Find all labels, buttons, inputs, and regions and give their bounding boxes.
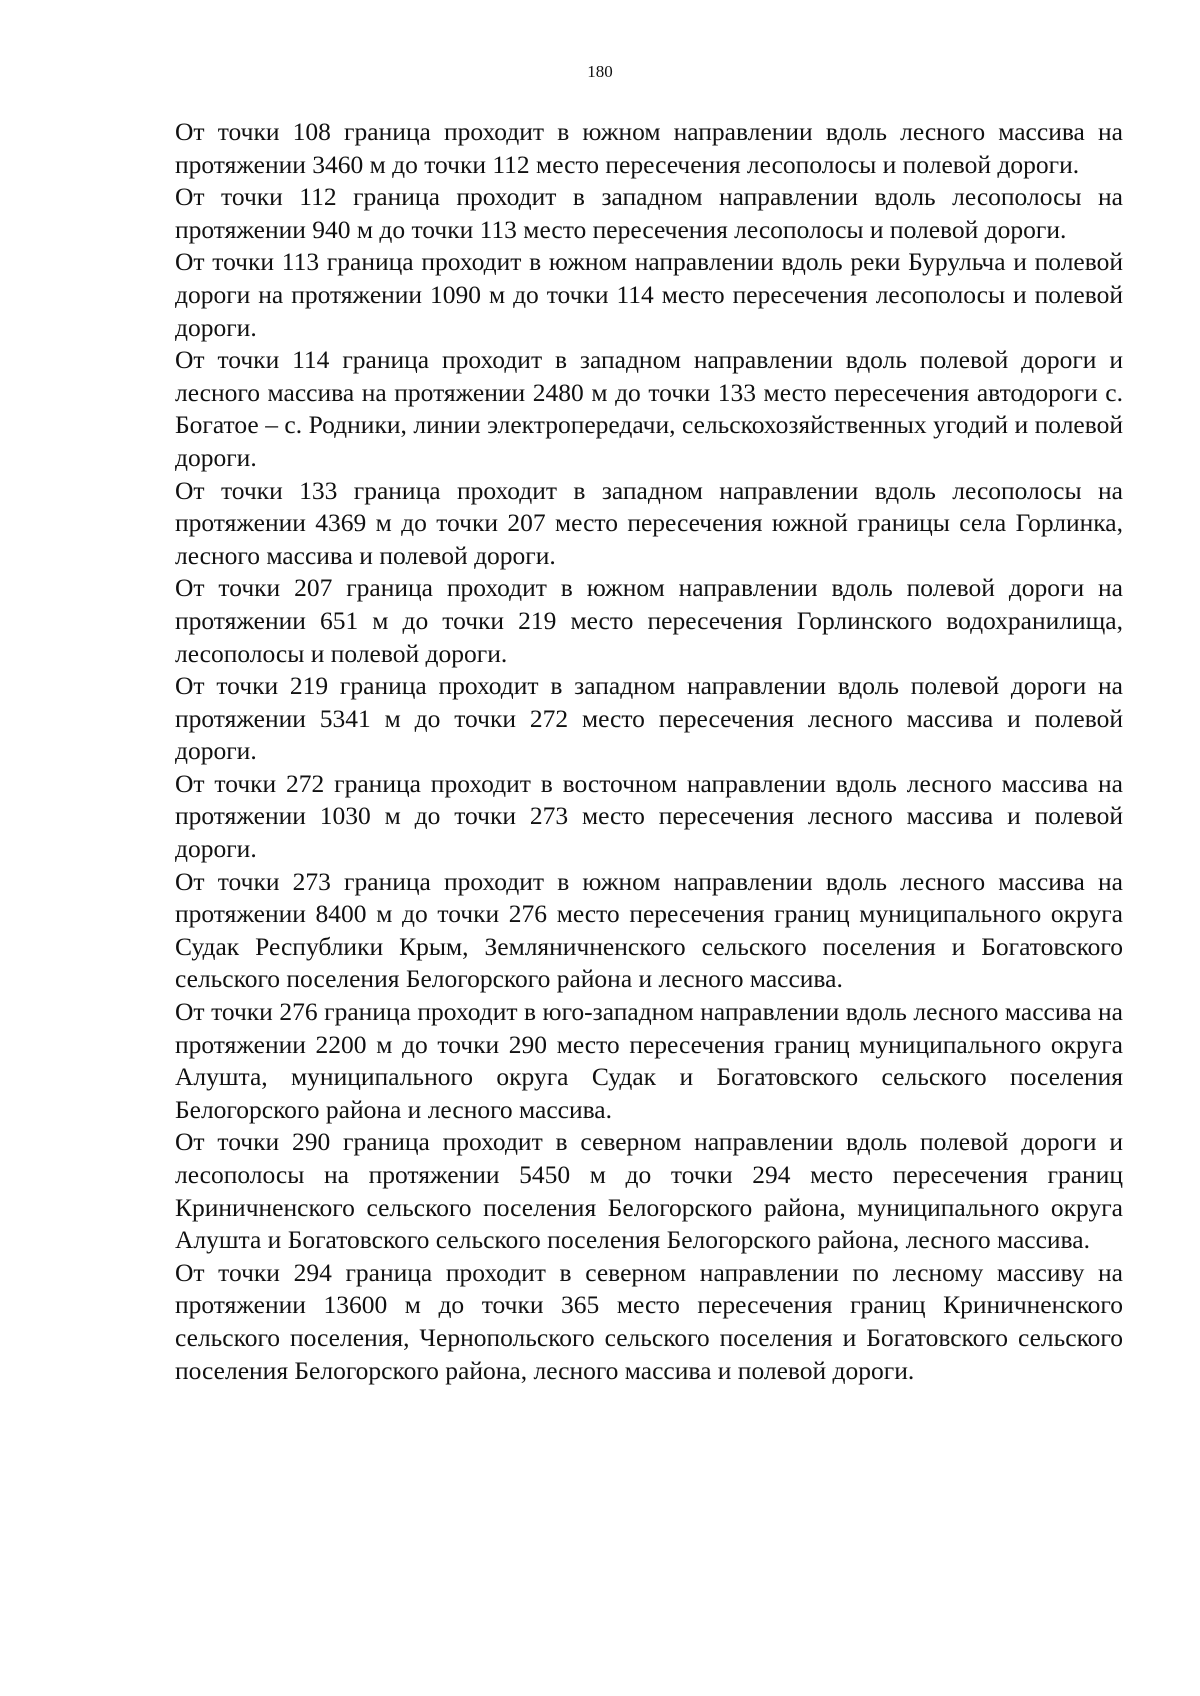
boundary-paragraph: От точки 272 граница проходит в восточном направлении вдоль лесного массива на протяжении 1030 м до точки 273 место пересечения лесного массива и полевой дороги. <box>175 768 1123 864</box>
page-number: 180 <box>587 62 613 81</box>
boundary-paragraph: От точки 219 граница проходит в западном направлении вдоль полевой дороги на протяжении 5341 м до точки 272 место пересечения лесного массива и полевой дороги. <box>175 671 1123 766</box>
boundary-paragraph: От точки 113 граница проходит в южном направлении вдоль реки Бурульча и полевой дороги на протяжении 1090 м до точки 114 место пересечения лесополосы и полевой дороги. <box>175 247 1123 342</box>
boundary-paragraph: От точки 112 граница проходит в западном направлении вдоль лесополосы на протяжении 940 м до точки 113 место пересечения лесополосы и полевой дороги. <box>175 182 1123 244</box>
boundary-paragraph: От точки 276 граница проходит в юго-западном направлении вдоль лесного массива на протяжении 2200 м до точки 290 место пересечения границ муниципального округа Алушта, муниципального округа Судак и Богатовского сельского поселения Белогорского района и лесного массива. <box>175 997 1123 1124</box>
boundary-paragraph: От точки 114 граница проходит в западном направлении вдоль полевой дороги и лесного массива на протяжении 2480 м до точки 133 место пересечения автодороги с. Богатое – с. Родники, линии электропередачи, сельскохозяйственных угодий и полевой дороги. <box>175 345 1123 472</box>
boundary-paragraph: От точки 108 граница проходит в южном направлении вдоль лесного массива на протяжении 3460 м до точки 112 место пересечения лесополосы и полевой дороги. <box>175 117 1123 179</box>
boundary-paragraph: От точки 273 граница проходит в южном направлении вдоль лесного массива на протяжении 8400 м до точки 276 место пересечения границ муниципального округа Судак Республики Крым, Земляничненского сельского поселения и Богатовского сельского поселения Белогорского района и лесного массива. <box>175 866 1123 994</box>
boundary-paragraph: От точки 207 граница проходит в южном направлении вдоль полевой дороги на протяжении 651 м до точки 219 место пересечения Горлинского водохранилища, лесополосы и полевой дороги. <box>175 573 1123 668</box>
boundary-paragraph: От точки 294 граница проходит в северном направлении по лесному массиву на протяжении 13600 м до точки 365 место пересечения границ Криничненского сельского поселения, Чернопольского сельского поселения и Богатовского сельского поселения Белогорского района, лесного массива и полевой дороги. <box>175 1257 1123 1385</box>
boundary-paragraph: От точки 290 граница проходит в северном направлении вдоль полевой дороги и лесополосы на протяжении 5450 м до точки 294 место пересечения границ Криничненского сельского поселения Белогорского района, муниципального округа Алушта и Богатовского сельского поселения Белогорского района, лесного массива. <box>175 1127 1123 1255</box>
document-body <box>175 116 1123 1387</box>
boundary-paragraph: От точки 133 граница проходит в западном направлении вдоль лесополосы на протяжении 4369 м до точки 207 место пересечения южной границы села Горлинка, лесного массива и полевой дороги. <box>175 475 1123 570</box>
